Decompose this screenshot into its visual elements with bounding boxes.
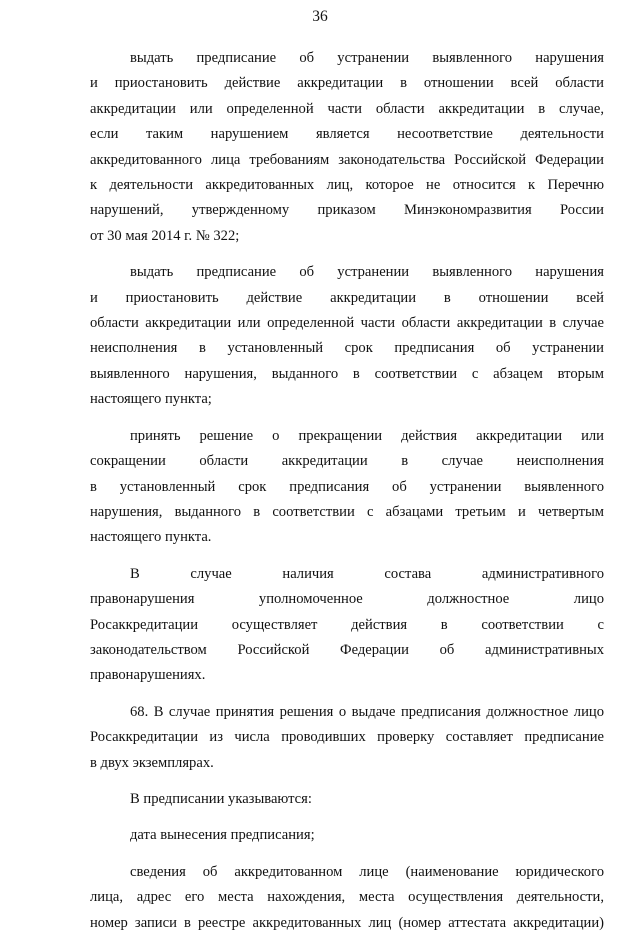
text-line: правонарушения уполномоченное должностное лицо (90, 591, 604, 608)
text-line: области аккредитации или определенной части области аккредитации в случае (90, 315, 604, 332)
text-line: выдать предписание об устранении выявленного нарушения (130, 264, 604, 281)
text-line: 68. В случае принятия решения о выдаче предписания должностное лицо (130, 703, 604, 720)
text-line: и приостановить действие аккредитации в отношении всей (90, 289, 604, 306)
text-line: аккредитованного лица требованиям законодательства Российской Федерации (90, 151, 604, 168)
text-line: к деятельности аккредитованных лиц, которое не относится к Перечню (90, 177, 604, 194)
paragraph (90, 260, 604, 412)
text-line: законодательством Российской Федерации об административных (90, 641, 604, 658)
paragraph (90, 860, 604, 936)
text-line: правонарушениях. (90, 667, 206, 684)
paragraph (90, 700, 604, 776)
text-line: номер записи в реестре аккредитованных лиц (номер аттестата аккредитации) (90, 914, 604, 931)
text-line: выявленного нарушения, выданного в соответствии с абзацем вторым (90, 365, 604, 382)
paragraph (90, 424, 604, 551)
text-line: В случае наличия состава административного (130, 565, 604, 582)
paragraph (90, 787, 604, 812)
text-line: и приостановить действие аккредитации в отношении всей области (90, 75, 604, 92)
text-line: выдать предписание об устранении выявленного нарушения (130, 50, 604, 66)
text-line: дата вынесения предписания; (130, 827, 315, 844)
page-number: 36 (312, 8, 328, 25)
text-line: нарушений, утвержденному приказом Минэкономразвития России (90, 202, 604, 219)
text-line: Росаккредитации из числа проводивших проверку составляет предписание (90, 729, 604, 746)
paragraph (90, 46, 604, 249)
text-line: Росаккредитации осуществляет действия в соответствии с (90, 616, 604, 633)
text-line: от 30 мая 2014 г. № 322; (90, 227, 240, 244)
text-line: сведения об аккредитованном лице (наименование юридического (130, 863, 604, 880)
paragraph (90, 823, 604, 848)
text-line: В предписании указываются: (130, 790, 312, 807)
document-body (90, 46, 604, 947)
text-line: в установленный срок предписания об устранении выявленного (90, 478, 604, 495)
text-line: настоящего пункта; (90, 391, 212, 408)
text-line: принять решение о прекращении действия аккредитации или (130, 427, 604, 444)
text-line: аккредитации или определенной части области аккредитации в случае, (90, 100, 604, 117)
text-line: лица, адрес его места нахождения, места осуществления деятельности, (90, 889, 604, 906)
text-line: если таким нарушением является несоответствие деятельности (90, 126, 604, 143)
text-line: настоящего пункта. (90, 529, 212, 546)
paragraph (90, 562, 604, 689)
text-line: в двух экземплярах. (90, 754, 214, 771)
text-line: неисполнения в установленный срок предписания об устранении (90, 340, 604, 357)
text-line: сокращении области аккредитации в случае неисполнения (90, 453, 604, 470)
text-line: нарушения, выданного в соответствии с абзацами третьим и четвертым (90, 503, 604, 520)
